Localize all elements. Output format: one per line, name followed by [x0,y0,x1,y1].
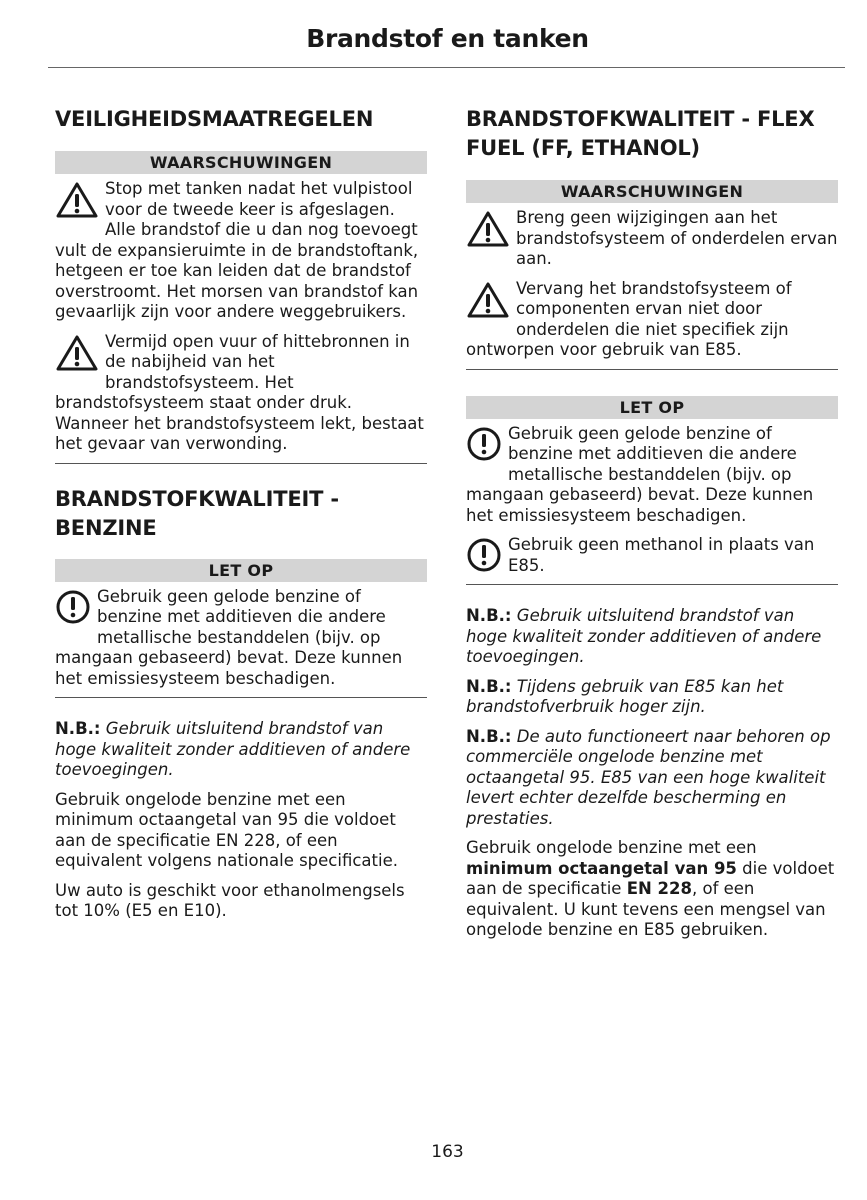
header-rule [48,67,845,68]
right-column [466,105,838,941]
body-paragraph [466,838,838,941]
body-text-bold: minimum octaangetal van 95 [466,858,737,878]
section-title-line: BENZINE [55,515,157,540]
caution-text: Gebruik geen methanol in plaats van E85. [508,535,815,575]
section-title-line: BRANDSTOFKWALITEIT - [55,486,339,511]
note-paragraph [466,677,838,718]
page-number: 163 [431,1142,464,1162]
note-text: Gebruik uitsluitend brandstof van hoge kwaliteit zonder additieven of andere toevoegingen. [55,719,411,779]
warning-entry [55,179,427,323]
body-paragraph: Uw auto is geschikt voor ethanolmengsels tot 10% (E5 en E10). [55,880,405,920]
caution-box-flexfuel [466,396,838,586]
box-header-caution: LET OP [55,559,427,582]
caution-exclamation-icon [466,537,504,577]
section-title-line: FUEL (FF, ETHANOL) [466,136,700,160]
box-header-warnings: WAARSCHUWINGEN [55,151,427,174]
warning-triangle-icon [466,210,510,250]
section-title-benzine [55,485,427,543]
caution-entry [55,587,427,690]
note-paragraph [466,606,838,668]
warnings-box-flexfuel [466,180,838,370]
box-header-caution: LET OP [466,396,838,419]
section-title-safety: VEILIGHEIDSMAATREGELEN [55,107,374,131]
section-title-flexfuel [466,105,838,163]
body-text: Gebruik ongelode benzine met een [466,838,757,857]
warning-triangle-icon [466,281,510,321]
note-text: De auto functioneert naar behoren op commerciële ongelode benzine met octaangetal 95. E85 van een hoge kwaliteit levert echter dezelfde bescherming en prestaties. [466,726,831,828]
note-label: N.B.: [55,719,101,738]
note-label: N.B.: [466,676,512,696]
warning-text: Vervang het brandstofsysteem of componenten ervan niet door onderdelen die niet specifiek zijn ontworpen voor gebruik van E85. [466,278,792,359]
body-text: , of een equivalent. U kunt tevens een mengsel van ongelode benzine en E85 gebruiken. [466,879,826,939]
warnings-box-safety [55,151,427,464]
note-paragraph [55,719,427,781]
note-text: Gebruik uitsluitend brandstof van hoge kwaliteit zonder additieven of andere toevoegingen. [466,606,822,666]
box-header-warnings: WAARSCHUWINGEN [466,180,838,203]
section-title-line: BRANDSTOFKWALITEIT - FLEX [466,107,815,131]
warning-entry [55,332,427,455]
warning-entry [466,279,838,361]
page-header-title: Brandstof en tanken [306,24,589,53]
body-text-bold: EN 228 [626,879,692,898]
left-column [55,105,427,922]
caution-box-benzine [55,559,427,699]
note-text: Tijdens gebruik van E85 kan het brandstofverbruik hoger zijn. [466,676,784,716]
caution-entry [466,535,838,576]
warning-text: Breng geen wijzigingen aan het brandstofsysteem of onderdelen ervan aan. [516,208,838,268]
caution-entry [466,424,838,527]
caution-text: Gebruik geen gelode benzine of benzine met additieven die andere metallische bestanddelen (bijv. op mangaan gebaseerd) bevat. Deze kunnen het emissiesysteem beschadigen. [55,586,403,688]
caution-text: Gebruik geen gelode benzine of benzine met additieven die andere metallische bestanddelen (bijv. op mangaan gebaseerd) bevat. Deze kunnen het emissiesysteem beschadigen. [466,423,814,525]
note-label: N.B.: [466,606,512,625]
body-text: die voldoet aan de specificatie [466,858,835,898]
caution-exclamation-icon [55,589,93,629]
note-paragraph [466,727,838,830]
warning-triangle-icon [55,181,99,221]
body-paragraph: Gebruik ongelode benzine met een minimum octaangetal van 95 die voldoet aan de specificatie EN 228, of een equivalent volgens nationale specificatie. [55,789,398,870]
warning-text: Stop met tanken nadat het vulpistool voor de tweede keer is afgeslagen. Alle brandstof die u dan nog toevoegt vult de expansieruimte in de brandstoftank, hetgeen er toe kan leiden dat de brandstof overstroomt. Het morsen van brandstof kan gevaarlijk zijn voor andere weggebruikers. [55,179,419,321]
note-label: N.B.: [466,726,512,746]
caution-exclamation-icon [466,426,504,466]
warning-text: Vermijd open vuur of hittebronnen in de nabijheid van het brandstofsysteem. Het brandstofsysteem staat onder druk. Wanneer het brandstofsysteem lekt, bestaat het gevaar van verwonding. [55,331,424,453]
warning-entry [466,208,838,270]
warning-triangle-icon [55,334,99,374]
